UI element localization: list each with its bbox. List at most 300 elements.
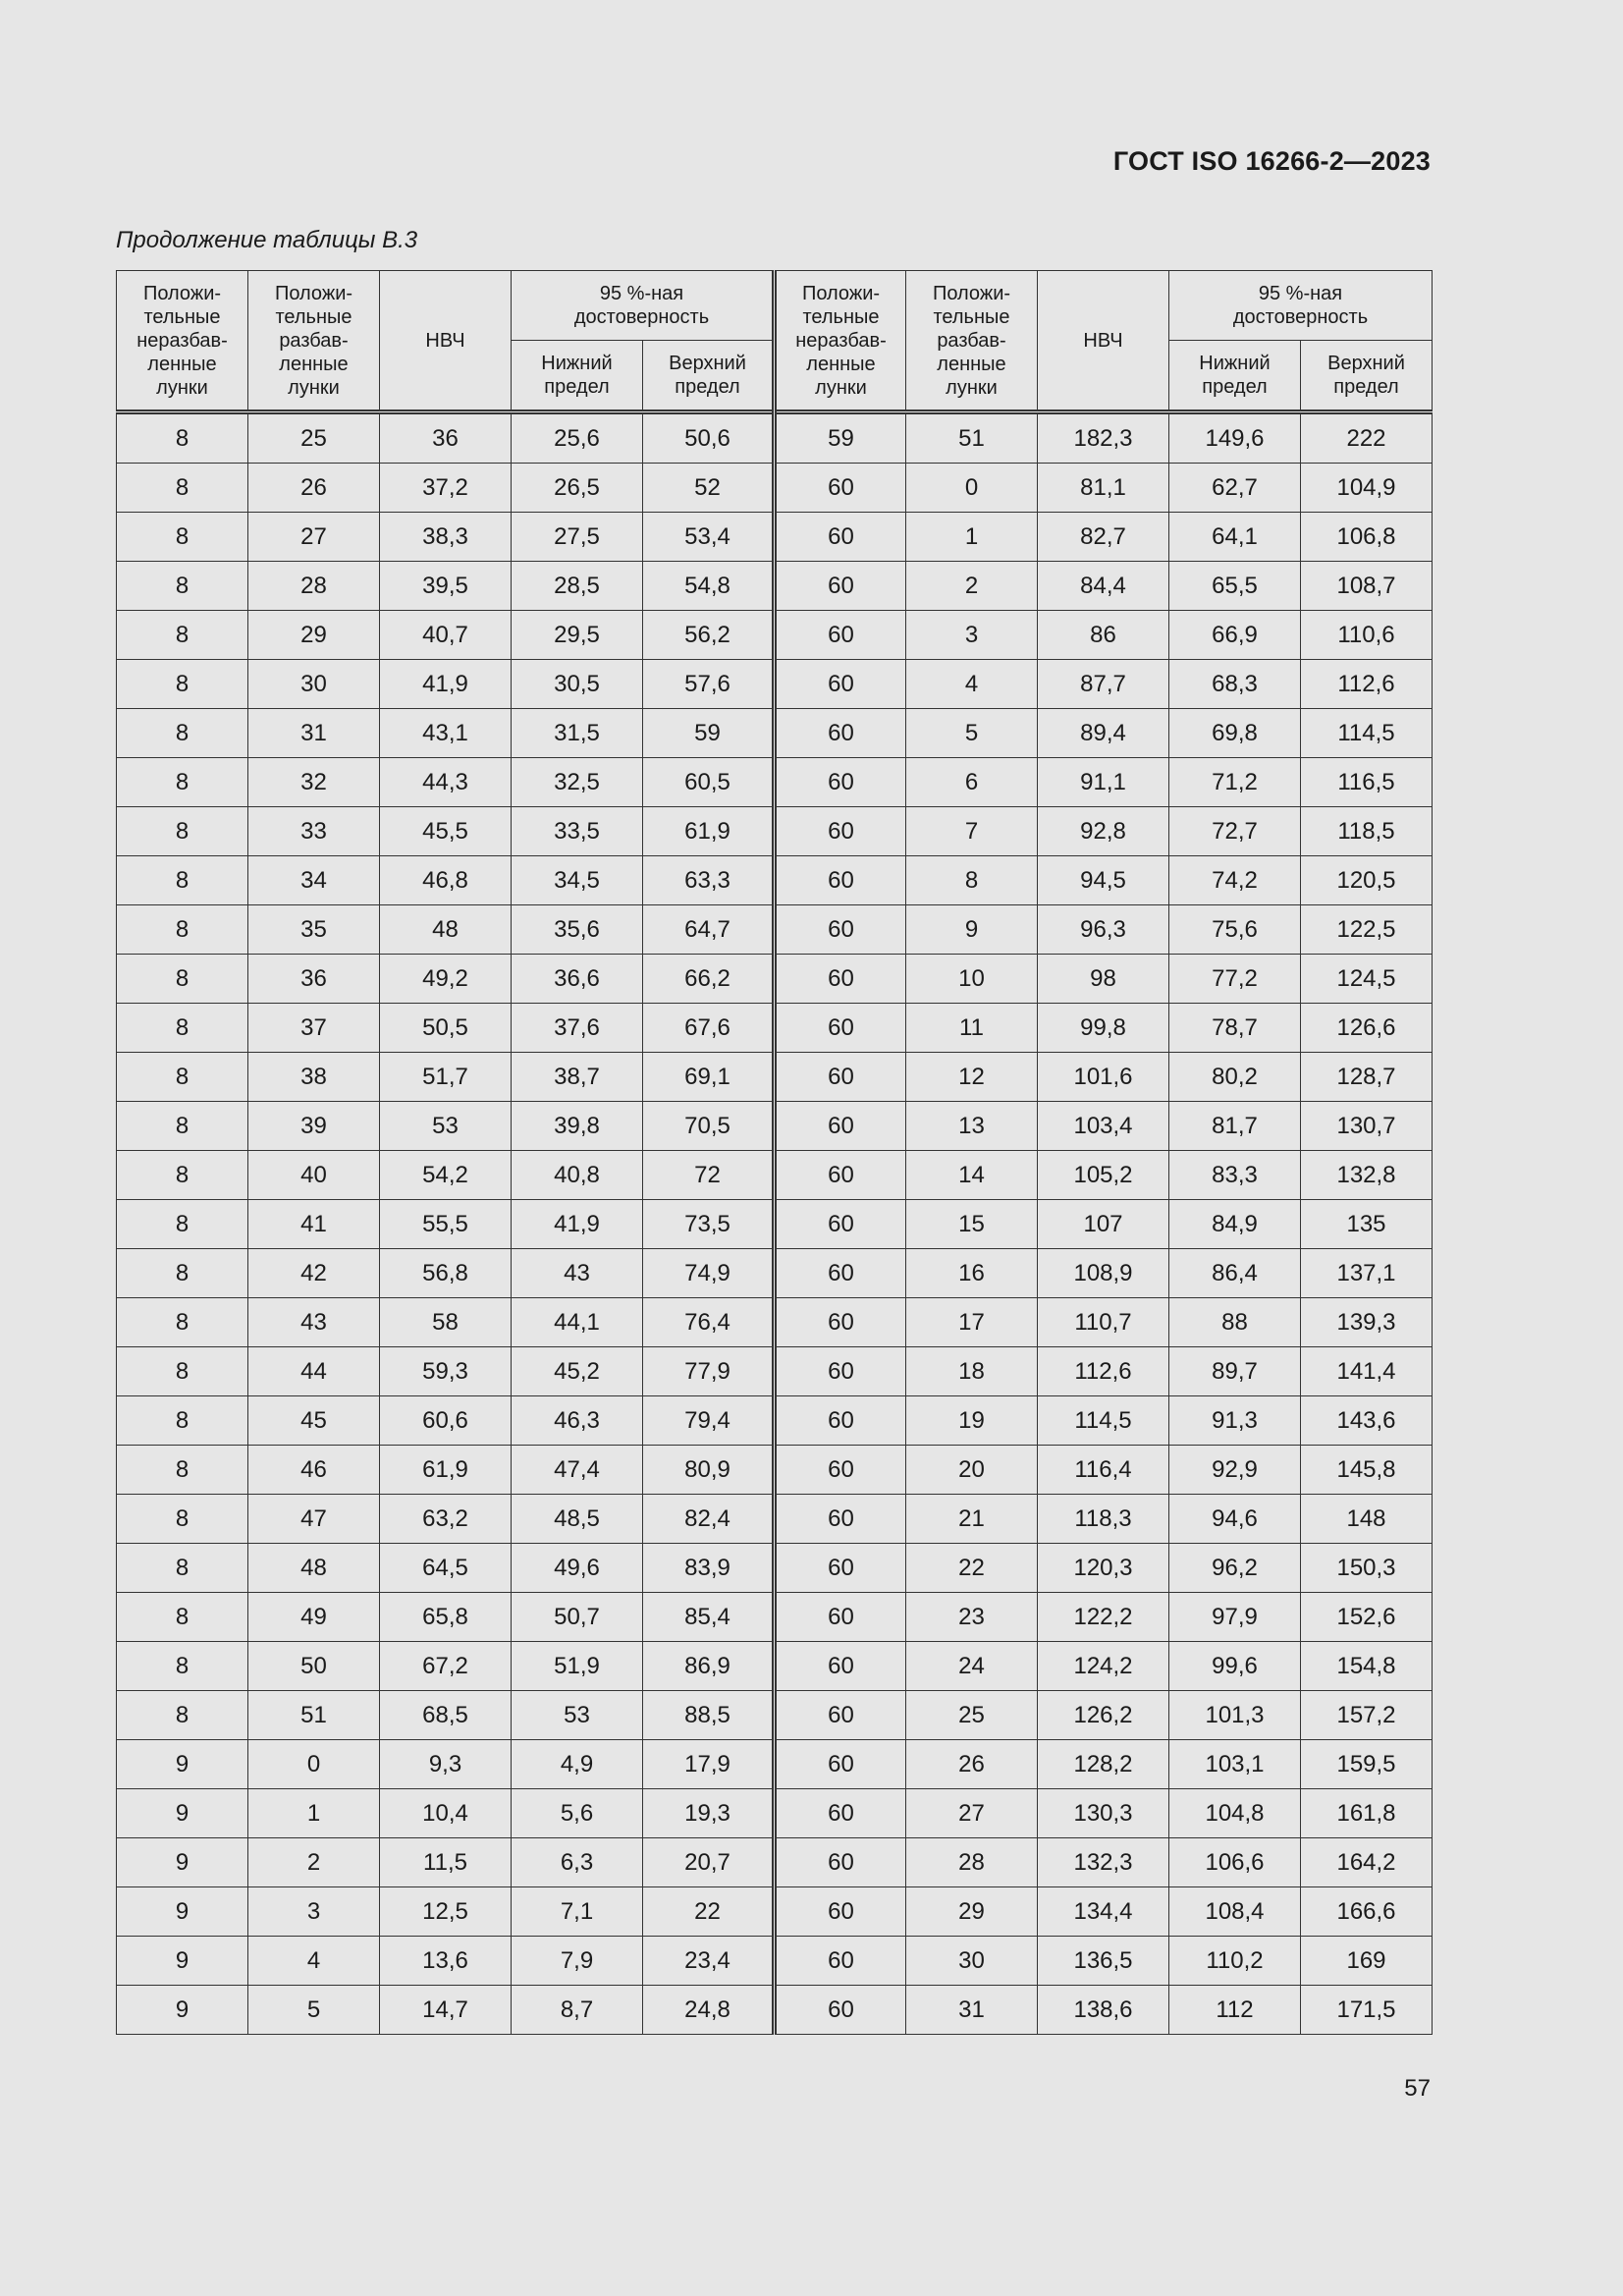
table-cell: 38,7 xyxy=(512,1053,643,1102)
table-cell: 61,9 xyxy=(643,807,775,856)
table-cell: 8 xyxy=(117,905,248,955)
table-cell: 116,5 xyxy=(1301,758,1433,807)
table-cell: 94,6 xyxy=(1169,1495,1301,1544)
table-cell: 42 xyxy=(248,1249,380,1298)
table-cell: 108,4 xyxy=(1169,1887,1301,1937)
table-cell: 23,4 xyxy=(643,1937,775,1986)
table-cell: 44,1 xyxy=(512,1298,643,1347)
table-cell: 83,3 xyxy=(1169,1151,1301,1200)
table-cell: 32 xyxy=(248,758,380,807)
table-cell: 60 xyxy=(775,1986,906,2035)
table-cell: 8 xyxy=(906,856,1038,905)
table-cell: 66,2 xyxy=(643,955,775,1004)
table-cell: 145,8 xyxy=(1301,1446,1433,1495)
table-cell: 58 xyxy=(380,1298,512,1347)
table-cell: 132,3 xyxy=(1038,1838,1169,1887)
table-cell: 30,5 xyxy=(512,660,643,709)
table-cell: 0 xyxy=(248,1740,380,1789)
table-row xyxy=(117,1102,1433,1151)
table-cell: 50,7 xyxy=(512,1593,643,1642)
table-cell: 72 xyxy=(643,1151,775,1200)
table-row xyxy=(117,1691,1433,1740)
header-upper-limit-2: Верхний предел xyxy=(1301,341,1433,412)
data-table xyxy=(116,270,1433,2035)
table-cell: 166,6 xyxy=(1301,1887,1433,1937)
table-cell: 94,5 xyxy=(1038,856,1169,905)
table-cell: 116,4 xyxy=(1038,1446,1169,1495)
table-cell: 84,9 xyxy=(1169,1200,1301,1249)
table-row xyxy=(117,1986,1433,2035)
table-cell: 139,3 xyxy=(1301,1298,1433,1347)
table-cell: 4 xyxy=(906,660,1038,709)
header-positive-undiluted-2: Положи- тельные неразбав- ленные лунки xyxy=(775,271,906,412)
table-cell: 110,2 xyxy=(1169,1937,1301,1986)
table-cell: 103,4 xyxy=(1038,1102,1169,1151)
table-row xyxy=(117,1642,1433,1691)
table-row xyxy=(117,611,1433,660)
header-upper-limit: Верхний предел xyxy=(643,341,775,412)
table-cell: 60 xyxy=(775,1740,906,1789)
table-row xyxy=(117,758,1433,807)
table-cell: 8 xyxy=(117,1102,248,1151)
table-cell: 35 xyxy=(248,905,380,955)
table-cell: 60 xyxy=(775,562,906,611)
table-cell: 8 xyxy=(117,513,248,562)
table-cell: 63,2 xyxy=(380,1495,512,1544)
table-cell: 96,2 xyxy=(1169,1544,1301,1593)
table-row xyxy=(117,1789,1433,1838)
table-cell: 91,1 xyxy=(1038,758,1169,807)
table-cell: 37 xyxy=(248,1004,380,1053)
table-row xyxy=(117,1544,1433,1593)
table-row xyxy=(117,1887,1433,1937)
table-cell: 69,1 xyxy=(643,1053,775,1102)
table-cell: 47 xyxy=(248,1495,380,1544)
table-cell: 148 xyxy=(1301,1495,1433,1544)
table-cell: 60 xyxy=(775,905,906,955)
table-cell: 60 xyxy=(775,807,906,856)
table-cell: 112,6 xyxy=(1301,660,1433,709)
table-cell: 8 xyxy=(117,955,248,1004)
table-cell: 3 xyxy=(248,1887,380,1937)
table-cell: 108,9 xyxy=(1038,1249,1169,1298)
table-cell: 45 xyxy=(248,1396,380,1446)
table-cell: 71,2 xyxy=(1169,758,1301,807)
table-cell: 43 xyxy=(248,1298,380,1347)
table-cell: 24 xyxy=(906,1642,1038,1691)
table-body xyxy=(117,412,1433,2035)
table-cell: 8 xyxy=(117,660,248,709)
table-cell: 60,6 xyxy=(380,1396,512,1446)
table-cell: 88,5 xyxy=(643,1691,775,1740)
table-cell: 9 xyxy=(117,1789,248,1838)
table-cell: 8,7 xyxy=(512,1986,643,2035)
table-cell: 69,8 xyxy=(1169,709,1301,758)
table-cell: 8 xyxy=(117,758,248,807)
table-cell: 132,8 xyxy=(1301,1151,1433,1200)
table-cell: 161,8 xyxy=(1301,1789,1433,1838)
table-row xyxy=(117,955,1433,1004)
table-cell: 5,6 xyxy=(512,1789,643,1838)
table-cell: 25,6 xyxy=(512,412,643,464)
table-cell: 73,5 xyxy=(643,1200,775,1249)
table-cell: 60 xyxy=(775,856,906,905)
table-row xyxy=(117,1347,1433,1396)
table-row xyxy=(117,1004,1433,1053)
table-cell: 60 xyxy=(775,955,906,1004)
table-cell: 114,5 xyxy=(1038,1396,1169,1446)
table-cell: 31,5 xyxy=(512,709,643,758)
table-row xyxy=(117,1495,1433,1544)
table-cell: 22 xyxy=(906,1544,1038,1593)
table-cell: 60 xyxy=(775,709,906,758)
table-cell: 41,9 xyxy=(380,660,512,709)
table-cell: 11,5 xyxy=(380,1838,512,1887)
table-cell: 83,9 xyxy=(643,1544,775,1593)
table-cell: 48,5 xyxy=(512,1495,643,1544)
table-cell: 77,2 xyxy=(1169,955,1301,1004)
table-cell: 74,2 xyxy=(1169,856,1301,905)
table-cell: 33,5 xyxy=(512,807,643,856)
table-cell: 29 xyxy=(248,611,380,660)
table-cell: 60 xyxy=(775,611,906,660)
table-cell: 8 xyxy=(117,1446,248,1495)
table-cell: 26,5 xyxy=(512,464,643,513)
table-cell: 49 xyxy=(248,1593,380,1642)
table-cell: 8 xyxy=(117,1298,248,1347)
table-cell: 59,3 xyxy=(380,1347,512,1396)
table-cell: 8 xyxy=(117,1396,248,1446)
table-cell: 120,3 xyxy=(1038,1544,1169,1593)
table-cell: 135 xyxy=(1301,1200,1433,1249)
table-cell: 60 xyxy=(775,464,906,513)
table-cell: 96,3 xyxy=(1038,905,1169,955)
table-cell: 13,6 xyxy=(380,1937,512,1986)
table-cell: 46,8 xyxy=(380,856,512,905)
table-cell: 8 xyxy=(117,1691,248,1740)
header-positive-diluted-2: Положи- тельные разбав- ленные лунки xyxy=(906,271,1038,412)
table-cell: 9 xyxy=(117,1887,248,1937)
table-cell: 1 xyxy=(248,1789,380,1838)
table-cell: 26 xyxy=(248,464,380,513)
table-cell: 164,2 xyxy=(1301,1838,1433,1887)
table-cell: 134,4 xyxy=(1038,1887,1169,1937)
table-cell: 17,9 xyxy=(643,1740,775,1789)
table-cell: 60 xyxy=(775,1004,906,1053)
header-lower-limit: Нижний предел xyxy=(512,341,643,412)
table-cell: 8 xyxy=(117,856,248,905)
table-cell: 150,3 xyxy=(1301,1544,1433,1593)
table-cell: 64,7 xyxy=(643,905,775,955)
table-cell: 9 xyxy=(117,1740,248,1789)
table-cell: 89,7 xyxy=(1169,1347,1301,1396)
table-cell: 222 xyxy=(1301,412,1433,464)
table-cell: 26 xyxy=(906,1740,1038,1789)
table-cell: 169 xyxy=(1301,1937,1433,1986)
table-row xyxy=(117,412,1433,464)
table-row xyxy=(117,513,1433,562)
table-cell: 89,4 xyxy=(1038,709,1169,758)
table-cell: 77,9 xyxy=(643,1347,775,1396)
table-cell: 80,9 xyxy=(643,1446,775,1495)
table-cell: 126,2 xyxy=(1038,1691,1169,1740)
table-cell: 101,6 xyxy=(1038,1053,1169,1102)
table-cell: 8 xyxy=(117,1347,248,1396)
table-cell: 40,8 xyxy=(512,1151,643,1200)
table-cell: 60 xyxy=(775,1151,906,1200)
table-row xyxy=(117,1740,1433,1789)
table-cell: 8 xyxy=(117,1200,248,1249)
table-cell: 38 xyxy=(248,1053,380,1102)
table-cell: 136,5 xyxy=(1038,1937,1169,1986)
table-cell: 55,5 xyxy=(380,1200,512,1249)
table-cell: 19 xyxy=(906,1396,1038,1446)
table-cell: 8 xyxy=(117,1495,248,1544)
table-cell: 28,5 xyxy=(512,562,643,611)
table-cell: 2 xyxy=(248,1838,380,1887)
table-cell: 112 xyxy=(1169,1986,1301,2035)
table-cell: 9 xyxy=(117,1986,248,2035)
table-cell: 64,5 xyxy=(380,1544,512,1593)
table-cell: 44,3 xyxy=(380,758,512,807)
table-cell: 8 xyxy=(117,1593,248,1642)
table-cell: 74,9 xyxy=(643,1249,775,1298)
table-cell: 31 xyxy=(906,1986,1038,2035)
table-cell: 60 xyxy=(775,1298,906,1347)
table-cell: 86 xyxy=(1038,611,1169,660)
table-cell: 8 xyxy=(117,562,248,611)
table-cell: 70,5 xyxy=(643,1102,775,1151)
table-cell: 51,7 xyxy=(380,1053,512,1102)
table-cell: 61,9 xyxy=(380,1446,512,1495)
table-cell: 32,5 xyxy=(512,758,643,807)
table-cell: 48 xyxy=(248,1544,380,1593)
table-cell: 80,2 xyxy=(1169,1053,1301,1102)
table-cell: 46 xyxy=(248,1446,380,1495)
table-cell: 76,4 xyxy=(643,1298,775,1347)
table-cell: 29,5 xyxy=(512,611,643,660)
table-cell: 39 xyxy=(248,1102,380,1151)
table-cell: 53 xyxy=(512,1691,643,1740)
table-cell: 108,7 xyxy=(1301,562,1433,611)
table-row xyxy=(117,1298,1433,1347)
table-cell: 101,3 xyxy=(1169,1691,1301,1740)
header-lower-limit-2: Нижний предел xyxy=(1169,341,1301,412)
table-cell: 59 xyxy=(775,412,906,464)
table-cell: 59 xyxy=(643,709,775,758)
table-cell: 122,2 xyxy=(1038,1593,1169,1642)
header-mpn-2: НВЧ xyxy=(1038,271,1169,412)
table-cell: 54,2 xyxy=(380,1151,512,1200)
table-cell: 8 xyxy=(117,709,248,758)
table-cell: 8 xyxy=(117,1053,248,1102)
table-cell: 1 xyxy=(906,513,1038,562)
table-cell: 60 xyxy=(775,758,906,807)
table-cell: 104,8 xyxy=(1169,1789,1301,1838)
table-cell: 98 xyxy=(1038,955,1169,1004)
table-cell: 53,4 xyxy=(643,513,775,562)
table-cell: 60 xyxy=(775,513,906,562)
table-cell: 106,8 xyxy=(1301,513,1433,562)
table-cell: 6 xyxy=(906,758,1038,807)
table-cell: 67,6 xyxy=(643,1004,775,1053)
table-cell: 56,2 xyxy=(643,611,775,660)
table-cell: 110,7 xyxy=(1038,1298,1169,1347)
table-cell: 20,7 xyxy=(643,1838,775,1887)
table-cell: 110,6 xyxy=(1301,611,1433,660)
table-cell: 37,2 xyxy=(380,464,512,513)
table-cell: 65,8 xyxy=(380,1593,512,1642)
table-cell: 49,2 xyxy=(380,955,512,1004)
table-cell: 106,6 xyxy=(1169,1838,1301,1887)
table-cell: 40,7 xyxy=(380,611,512,660)
table-cell: 45,5 xyxy=(380,807,512,856)
header-mpn: НВЧ xyxy=(380,271,512,412)
table-cell: 35,6 xyxy=(512,905,643,955)
table-cell: 8 xyxy=(117,1249,248,1298)
table-row xyxy=(117,709,1433,758)
table-cell: 92,9 xyxy=(1169,1446,1301,1495)
table-cell: 21 xyxy=(906,1495,1038,1544)
table-cell: 3 xyxy=(906,611,1038,660)
table-cell: 8 xyxy=(117,412,248,464)
table-cell: 124,5 xyxy=(1301,955,1433,1004)
table-cell: 17 xyxy=(906,1298,1038,1347)
table-cell: 85,4 xyxy=(643,1593,775,1642)
table-cell: 52 xyxy=(643,464,775,513)
table-cell: 60 xyxy=(775,1838,906,1887)
table-row xyxy=(117,1838,1433,1887)
table-cell: 60 xyxy=(775,1495,906,1544)
table-cell: 0 xyxy=(906,464,1038,513)
table-cell: 8 xyxy=(117,1004,248,1053)
table-cell: 48 xyxy=(380,905,512,955)
table-cell: 50 xyxy=(248,1642,380,1691)
table-cell: 82,7 xyxy=(1038,513,1169,562)
table-cell: 47,4 xyxy=(512,1446,643,1495)
table-cell: 29 xyxy=(906,1887,1038,1937)
table-cell: 12,5 xyxy=(380,1887,512,1937)
table-cell: 60 xyxy=(775,1446,906,1495)
table-cell: 8 xyxy=(117,1544,248,1593)
table-row xyxy=(117,1396,1433,1446)
table-cell: 34 xyxy=(248,856,380,905)
table-cell: 60 xyxy=(775,660,906,709)
table-row xyxy=(117,905,1433,955)
table-cell: 28 xyxy=(906,1838,1038,1887)
table-cell: 12 xyxy=(906,1053,1038,1102)
table-cell: 60 xyxy=(775,1249,906,1298)
table-cell: 138,6 xyxy=(1038,1986,1169,2035)
table-row xyxy=(117,464,1433,513)
table-cell: 112,6 xyxy=(1038,1347,1169,1396)
table-row xyxy=(117,856,1433,905)
table-cell: 39,5 xyxy=(380,562,512,611)
table-cell: 79,4 xyxy=(643,1396,775,1446)
header-positive-undiluted: Положи- тельные неразбав- ленные лунки xyxy=(117,271,248,412)
table-cell: 9,3 xyxy=(380,1740,512,1789)
table-cell: 99,8 xyxy=(1038,1004,1169,1053)
table-cell: 126,6 xyxy=(1301,1004,1433,1053)
table-cell: 63,3 xyxy=(643,856,775,905)
table-cell: 92,8 xyxy=(1038,807,1169,856)
table-row xyxy=(117,1200,1433,1249)
table-cell: 8 xyxy=(117,1642,248,1691)
table-cell: 88 xyxy=(1169,1298,1301,1347)
table-cell: 182,3 xyxy=(1038,412,1169,464)
table-cell: 104,9 xyxy=(1301,464,1433,513)
table-cell: 27 xyxy=(248,513,380,562)
table-cell: 67,2 xyxy=(380,1642,512,1691)
table-cell: 13 xyxy=(906,1102,1038,1151)
table-cell: 60 xyxy=(775,1396,906,1446)
table-cell: 34,5 xyxy=(512,856,643,905)
table-cell: 8 xyxy=(117,611,248,660)
table-cell: 50,6 xyxy=(643,412,775,464)
table-cell: 9 xyxy=(906,905,1038,955)
table-row xyxy=(117,1937,1433,1986)
table-cell: 14,7 xyxy=(380,1986,512,2035)
table-cell: 75,6 xyxy=(1169,905,1301,955)
table-caption: Продолжение таблицы В.3 xyxy=(116,227,418,253)
table-cell: 41 xyxy=(248,1200,380,1249)
document-header: ГОСТ ISO 16266-2—2023 xyxy=(1112,146,1431,176)
table-cell: 43 xyxy=(512,1249,643,1298)
table-cell: 25 xyxy=(906,1691,1038,1740)
table-cell: 7,1 xyxy=(512,1887,643,1937)
table-cell: 5 xyxy=(906,709,1038,758)
table-cell: 91,3 xyxy=(1169,1396,1301,1446)
table-cell: 18 xyxy=(906,1347,1038,1396)
table-row xyxy=(117,562,1433,611)
table-cell: 10 xyxy=(906,955,1038,1004)
table-cell: 86,9 xyxy=(643,1642,775,1691)
table-cell: 44 xyxy=(248,1347,380,1396)
table-cell: 157,2 xyxy=(1301,1691,1433,1740)
table-row xyxy=(117,660,1433,709)
table-cell: 105,2 xyxy=(1038,1151,1169,1200)
table-cell: 62,7 xyxy=(1169,464,1301,513)
table-cell: 68,5 xyxy=(380,1691,512,1740)
table-cell: 20 xyxy=(906,1446,1038,1495)
table-cell: 9 xyxy=(117,1838,248,1887)
table-cell: 171,5 xyxy=(1301,1986,1433,2035)
table-cell: 87,7 xyxy=(1038,660,1169,709)
table-cell: 60 xyxy=(775,1053,906,1102)
table-cell: 60 xyxy=(775,1102,906,1151)
table-cell: 5 xyxy=(248,1986,380,2035)
table-cell: 30 xyxy=(906,1937,1038,1986)
table-cell: 4,9 xyxy=(512,1740,643,1789)
table-row xyxy=(117,807,1433,856)
table-cell: 36 xyxy=(380,412,512,464)
table-cell: 43,1 xyxy=(380,709,512,758)
table-cell: 49,6 xyxy=(512,1544,643,1593)
table-cell: 11 xyxy=(906,1004,1038,1053)
table-cell: 99,6 xyxy=(1169,1642,1301,1691)
table-cell: 31 xyxy=(248,709,380,758)
table-cell: 120,5 xyxy=(1301,856,1433,905)
table-cell: 23 xyxy=(906,1593,1038,1642)
table-cell: 7 xyxy=(906,807,1038,856)
table-cell: 36 xyxy=(248,955,380,1004)
table-cell: 22 xyxy=(643,1887,775,1937)
table-cell: 51 xyxy=(248,1691,380,1740)
table-cell: 84,4 xyxy=(1038,562,1169,611)
table-cell: 130,3 xyxy=(1038,1789,1169,1838)
table-cell: 118,3 xyxy=(1038,1495,1169,1544)
table-cell: 86,4 xyxy=(1169,1249,1301,1298)
